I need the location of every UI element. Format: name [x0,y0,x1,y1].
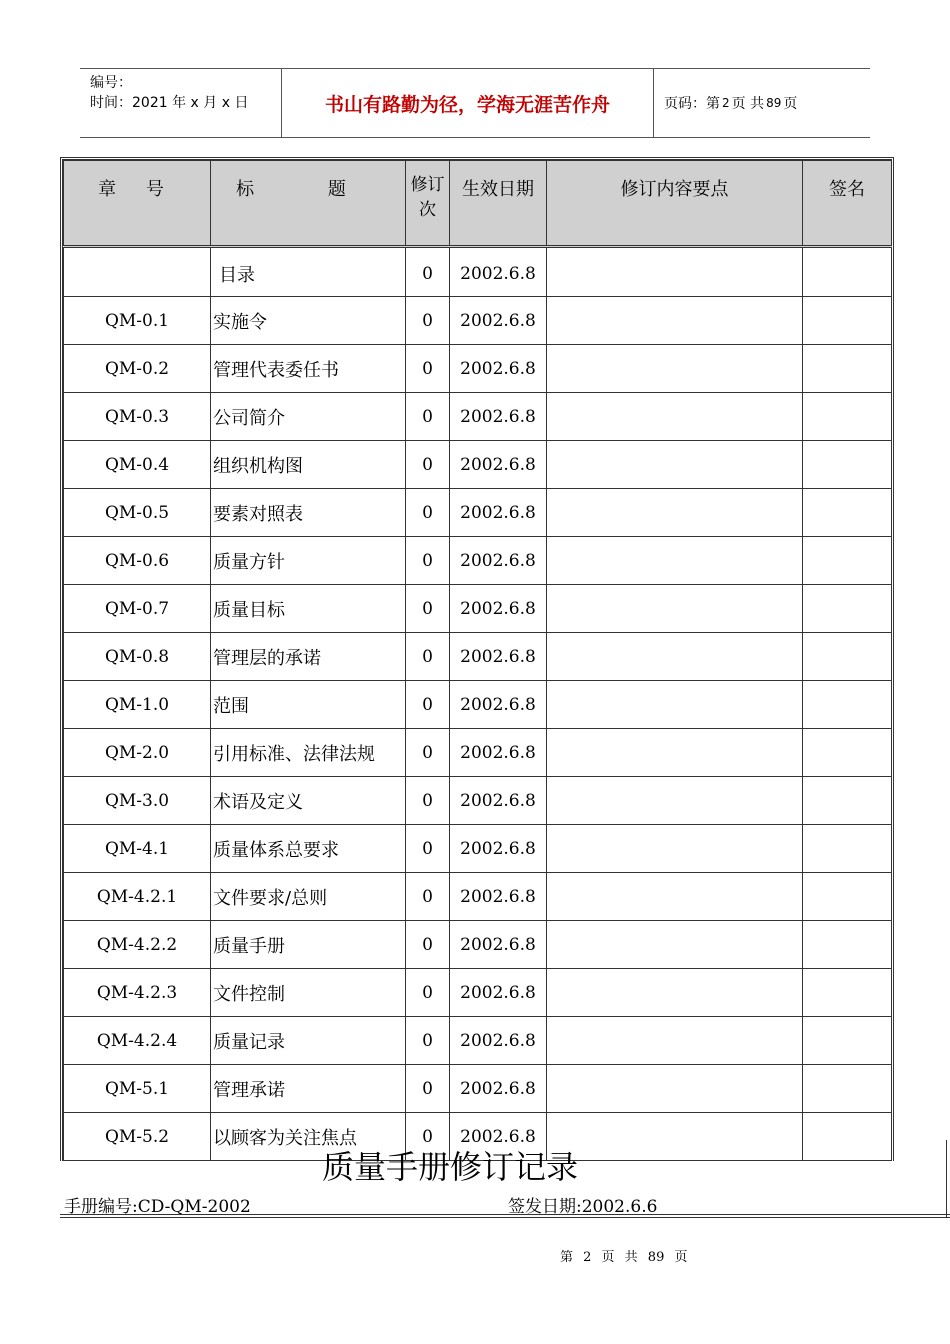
cell-chapter: QM-5.2 [64,1113,211,1161]
cell-date: 2002.6.8 [450,247,547,297]
cell-content [547,777,803,825]
cell-chapter: QM-0.3 [64,393,211,441]
table-row [64,969,892,1017]
cell-date: 2002.6.8 [450,777,547,825]
cell-sign [803,393,892,441]
issue-date: 签发日期:2002.6.6 [508,1197,658,1217]
header-motto: 书山有路勤为径，学海无涯苦作舟 [281,69,654,137]
cell-date: 2002.6.8 [450,489,547,537]
cell-title: 要素对照表 [211,489,406,537]
cell-chapter: QM-0.1 [64,297,211,345]
page-mid: 页 共 [731,96,765,112]
cell-chapter: QM-5.1 [64,1065,211,1113]
cell-date: 2002.6.8 [450,1017,547,1065]
revision-header-line2: 次 [419,200,436,220]
cell-revision: 0 [406,1017,450,1065]
header-info [80,69,281,137]
cell-content [547,1065,803,1113]
manual-number: 手册编号:CD-QM-2002 [64,1197,251,1217]
cell-sign [803,825,892,873]
page-suffix: 页 [783,96,798,112]
cell-content [547,1017,803,1065]
col-header-revision [406,161,450,247]
revision-table [63,160,892,1161]
page-header [80,68,870,138]
cell-content [547,585,803,633]
header-page-info [654,69,870,137]
cell-sign [803,969,892,1017]
cell-revision: 0 [406,345,450,393]
cell-title: 以顾客为关注焦点 [211,1113,406,1161]
cell-content [547,921,803,969]
cell-revision: 0 [406,297,450,345]
col-header-title: 标 题 [211,161,406,247]
cell-revision: 0 [406,969,450,1017]
cell-revision: 0 [406,777,450,825]
table-header-row [64,161,892,247]
cell-title: 管理层的承诺 [211,633,406,681]
cell-date: 2002.6.8 [450,825,547,873]
serial-label: 编号： [90,75,132,91]
cell-revision: 0 [406,729,450,777]
table-row [64,1017,892,1065]
cell-revision: 0 [406,921,450,969]
cell-sign [803,247,892,297]
cell-content [547,729,803,777]
cell-content [547,297,803,345]
cell-content [547,247,803,297]
cell-title: 质量目标 [211,585,406,633]
cell-chapter: QM-3.0 [64,777,211,825]
cell-content [547,345,803,393]
cell-chapter: QM-4.2.2 [64,921,211,969]
cell-chapter: QM-1.0 [64,681,211,729]
cell-sign [803,681,892,729]
cell-revision: 0 [406,825,450,873]
cell-revision: 0 [406,633,450,681]
cell-revision: 0 [406,537,450,585]
table-row [64,345,892,393]
cell-revision: 0 [406,489,450,537]
page-total: 89 [766,96,782,110]
table-body [64,247,892,1161]
cell-date: 2002.6.8 [450,633,547,681]
cell-chapter [64,247,211,297]
cell-chapter: QM-0.7 [64,585,211,633]
table-row [64,297,892,345]
cell-content [547,441,803,489]
cell-date: 2002.6.8 [450,585,547,633]
cell-sign [803,441,892,489]
cell-content [547,969,803,1017]
col-header-content: 修订内容要点 [547,161,803,247]
cell-title: 实施令 [211,297,406,345]
cell-sign [803,633,892,681]
cell-chapter: QM-0.6 [64,537,211,585]
page-prefix: 页码：第 [664,96,720,112]
cell-title: 公司简介 [211,393,406,441]
cell-chapter: QM-2.0 [64,729,211,777]
cell-sign [803,777,892,825]
cell-date: 2002.6.8 [450,729,547,777]
cell-revision: 0 [406,441,450,489]
table-row [64,921,892,969]
cell-title: 引用标准、法律法规 [211,729,406,777]
table-row [64,777,892,825]
table-row [64,247,892,297]
cell-content [547,393,803,441]
cell-title: 范围 [211,681,406,729]
cell-revision: 0 [406,393,450,441]
cell-chapter: QM-4.2.4 [64,1017,211,1065]
cell-title: 目录 [211,247,406,297]
cell-chapter: QM-0.4 [64,441,211,489]
cell-revision: 0 [406,247,450,297]
cell-content [547,873,803,921]
footer-right-border [946,1140,947,1218]
footer-divider-2 [60,1217,950,1218]
cell-revision: 0 [406,585,450,633]
cell-chapter: QM-4.2.1 [64,873,211,921]
table-row [64,489,892,537]
cell-revision: 0 [406,873,450,921]
cell-sign [803,1065,892,1113]
cell-title: 文件要求/总则 [211,873,406,921]
cell-chapter: QM-0.5 [64,489,211,537]
cell-date: 2002.6.8 [450,345,547,393]
col-header-sign: 签名 [803,161,892,247]
cell-title: 管理代表委任书 [211,345,406,393]
col-header-chapter: 章 号 [64,161,211,247]
cell-sign [803,489,892,537]
cell-title: 质量体系总要求 [211,825,406,873]
table-row [64,585,892,633]
cell-content [547,489,803,537]
cell-revision: 0 [406,1113,450,1161]
table-row [64,537,892,585]
cell-title: 术语及定义 [211,777,406,825]
cell-date: 2002.6.8 [450,297,547,345]
cell-date: 2002.6.8 [450,921,547,969]
table-row [64,441,892,489]
revision-table-frame [60,157,894,1161]
cell-chapter: QM-4.2.3 [64,969,211,1017]
cell-chapter: QM-4.1 [64,825,211,873]
cell-date: 2002.6.8 [450,1065,547,1113]
cell-sign [803,921,892,969]
cell-title: 组织机构图 [211,441,406,489]
cell-date: 2002.6.8 [450,969,547,1017]
cell-date: 2002.6.8 [450,393,547,441]
footer-divider [60,1214,950,1215]
table-row [64,393,892,441]
cell-date: 2002.6.8 [450,537,547,585]
table-row [64,825,892,873]
cell-revision: 0 [406,681,450,729]
revision-header-line1: 修订 [410,175,445,195]
cell-date: 2002.6.8 [450,441,547,489]
cell-sign [803,873,892,921]
cell-content [547,825,803,873]
cell-sign [803,345,892,393]
cell-date: 2002.6.8 [450,681,547,729]
cell-content [547,633,803,681]
page-number: 2 [722,96,730,110]
cell-sign [803,729,892,777]
cell-date: 2002.6.8 [450,873,547,921]
cell-content [547,537,803,585]
page-footer-pager: 第 2 页 共 89 页 [560,1250,688,1265]
table-row [64,873,892,921]
cell-sign [803,537,892,585]
table-row [64,1065,892,1113]
col-header-date: 生效日期 [450,161,547,247]
table-row [64,633,892,681]
table-row [64,729,892,777]
cell-title: 文件控制 [211,969,406,1017]
cell-title: 质量记录 [211,1017,406,1065]
cell-title: 管理承诺 [211,1065,406,1113]
cell-sign [803,585,892,633]
cell-revision: 0 [406,1065,450,1113]
cell-chapter: QM-0.8 [64,633,211,681]
cell-content [547,681,803,729]
cell-sign [803,297,892,345]
cell-chapter: QM-0.2 [64,345,211,393]
document-title: 质量手册修订记录 [321,1148,578,1186]
cell-date: 2002.6.8 [450,1113,547,1161]
cell-title: 质量手册 [211,921,406,969]
time-label: 时间：2021 年 x 月 x 日 [90,95,249,111]
table-row [64,681,892,729]
cell-sign [803,1017,892,1065]
cell-title: 质量方针 [211,537,406,585]
